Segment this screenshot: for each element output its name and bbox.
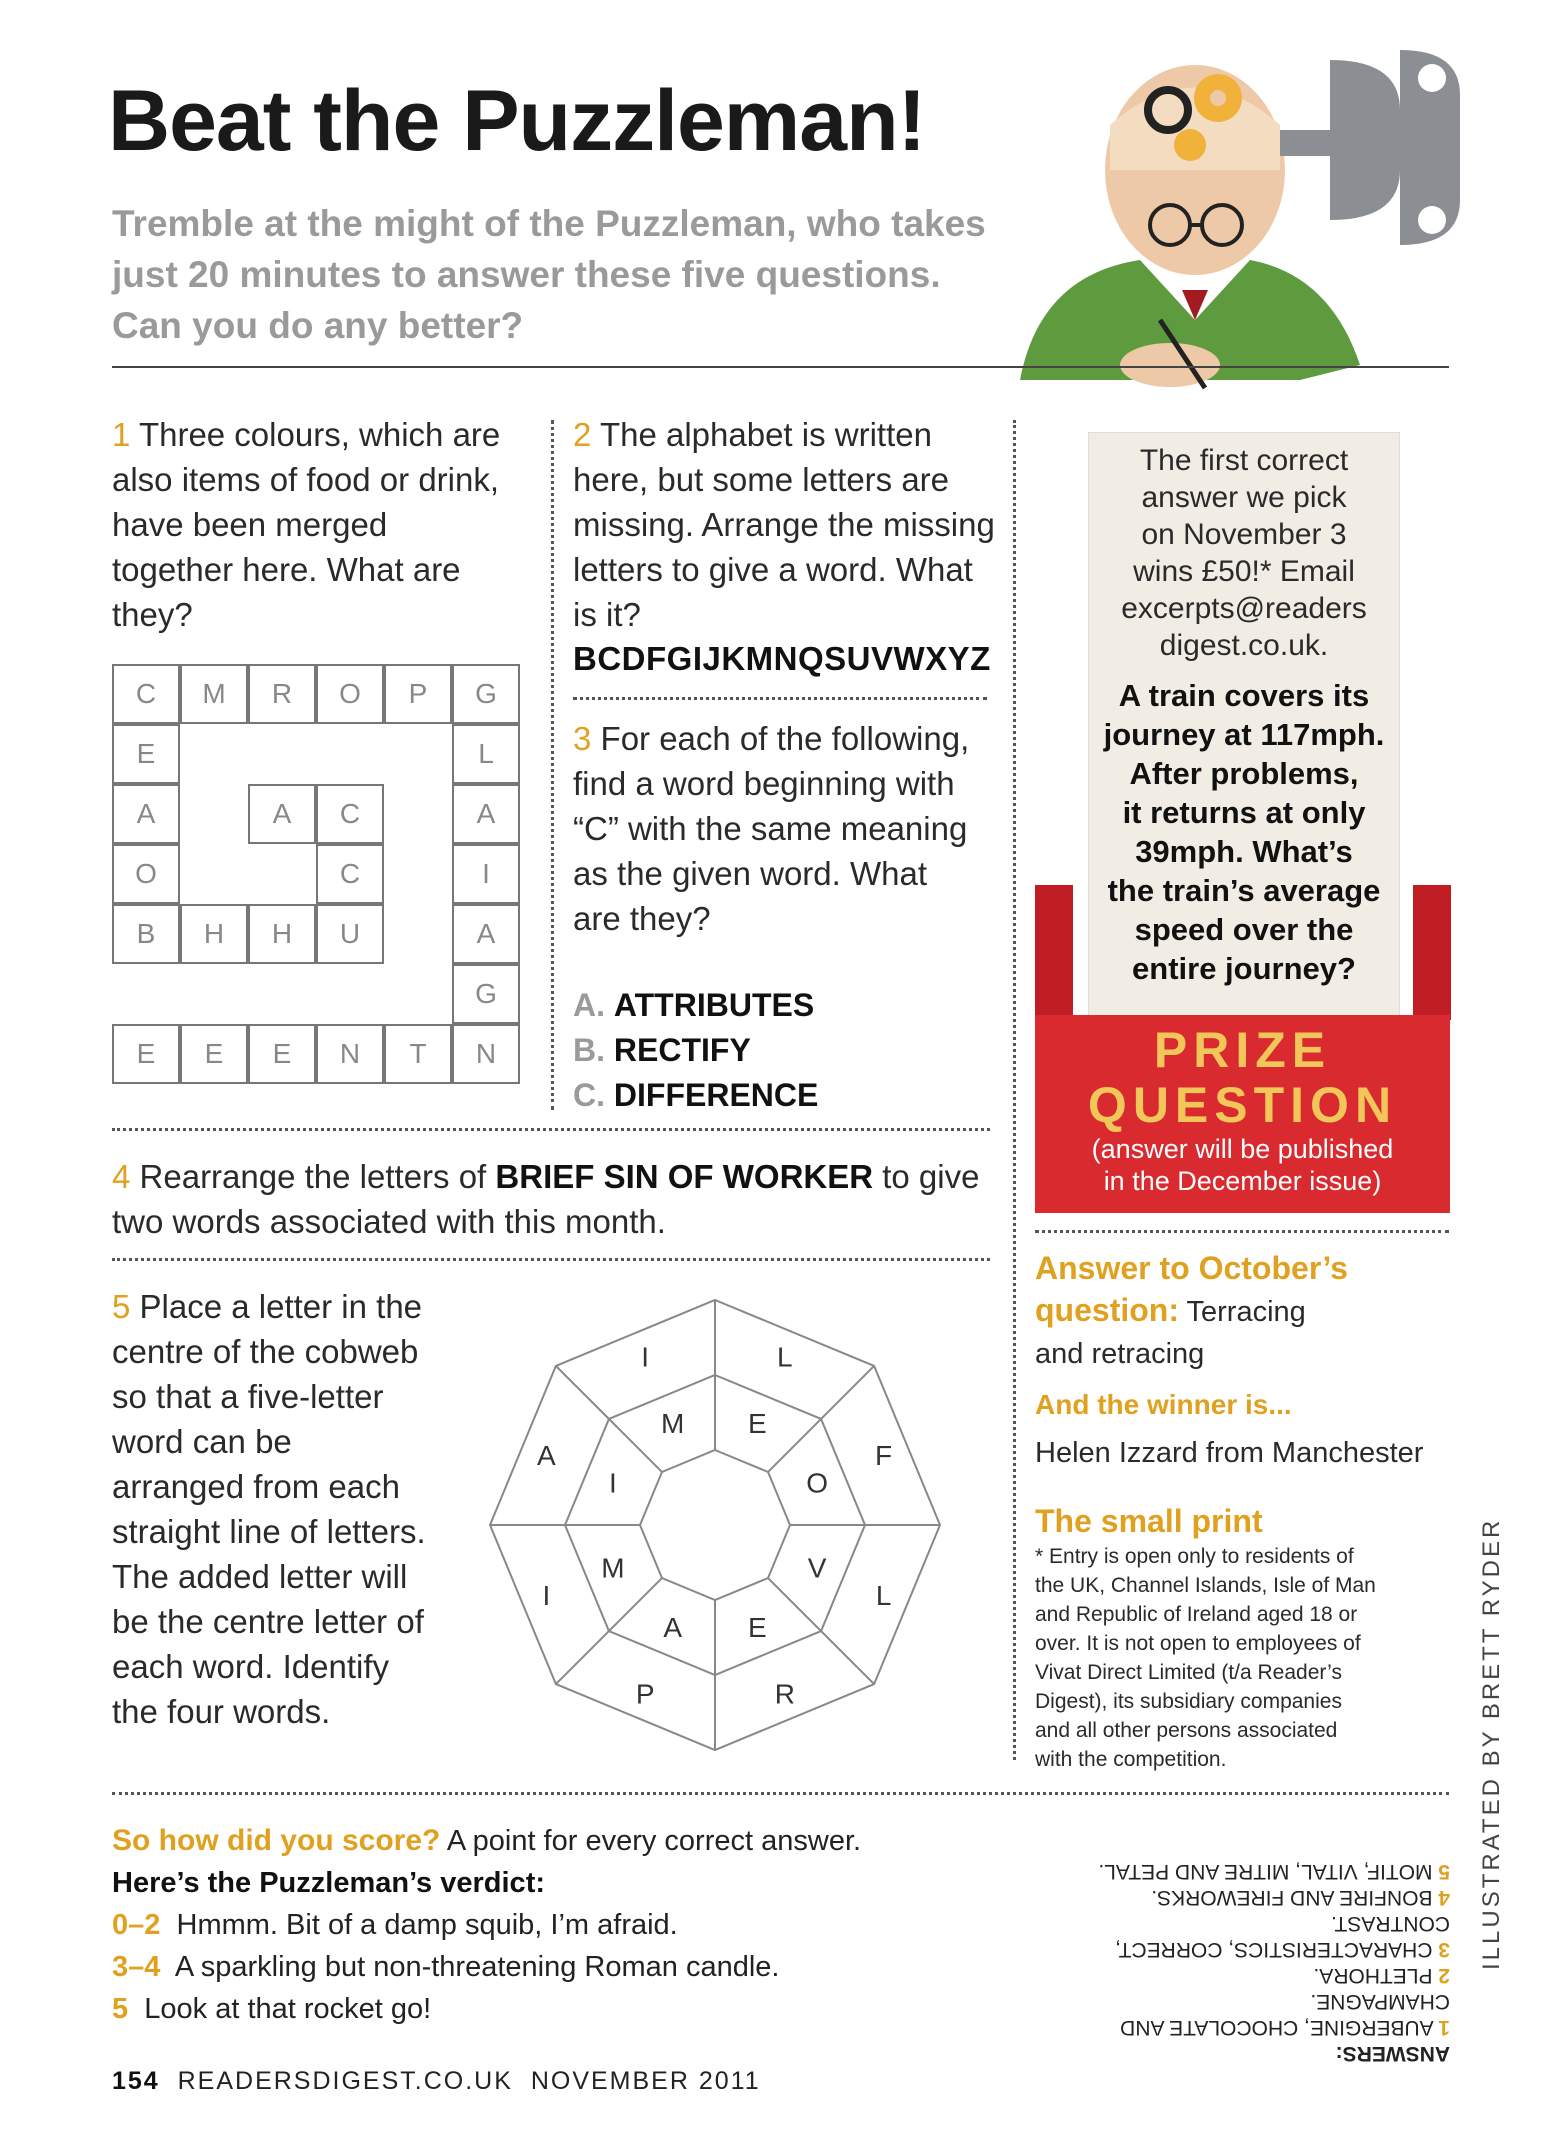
grid-cell: I: [452, 844, 520, 904]
cobweb-inner-letter: E: [747, 1612, 767, 1644]
grid-cell: B: [112, 904, 180, 964]
grid-cell: [248, 844, 316, 904]
grid-cell: N: [316, 1024, 384, 1084]
divider: [112, 1258, 990, 1261]
upside-down-answers: ANSWERS: 1 AUBERGINE, CHOCOLATE AND CHAMPAGNE. 2 PLETHORA. 3 CHARACTERISTICS, CORRECT, CONTRAST. 4 BONFIRE AND FIREWORKS. 5 MOTIF, VITAL, MITRE AND PETAL.: [1000, 1858, 1450, 2066]
answer-line: 1 AUBERGINE, CHOCOLATE AND CHAMPAGNE.: [1120, 1990, 1450, 2039]
prize-box: PRIZE QUESTION (answer will be published in the December issue): [1035, 1015, 1450, 1213]
question-line: it returns at only: [1122, 795, 1366, 830]
prize-card-intro: [1088, 442, 1400, 664]
divider: [1035, 1230, 1449, 1233]
question-2: [573, 412, 1003, 637]
grid-cell: E: [112, 724, 180, 784]
cobweb-outer-letter: F: [875, 1440, 893, 1472]
card-line: answer we pick: [1141, 481, 1347, 514]
illustrator-credit: ILLUSTRATED BY BRETT RYDER: [1478, 1517, 1505, 1970]
october-answer: Answer to October’s question: Terracing and retracing: [1035, 1250, 1348, 1370]
prize-question-text: [1088, 676, 1400, 988]
cobweb-inner-ring: [640, 1450, 790, 1600]
question-2-text: The alphabet is written here, but some letters are missing. Arrange the missing letters to give a word. What is it?: [573, 416, 995, 633]
cobweb-outer-letter: R: [774, 1678, 795, 1710]
grid-cell: A: [452, 784, 520, 844]
cobweb-inner-letter: M: [601, 1552, 625, 1584]
letter-grid: [112, 664, 520, 1084]
alphabet-letters: BCDFGIJKMNQSUVWXYZ: [573, 640, 991, 677]
winner: And the winner is... Helen Izzard from Manchester: [1035, 1389, 1424, 1469]
question-4: 4 Rearrange the letters of BRIEF SIN OF WORKER to give two words associated with this month.: [112, 1158, 980, 1240]
card-line: digest.co.uk.: [1159, 629, 1329, 662]
question-number: 5: [112, 1288, 131, 1325]
grid-cell: R: [248, 664, 316, 724]
question-1: [112, 412, 512, 637]
question-number: 3: [573, 720, 592, 757]
grid-cell: H: [248, 904, 316, 964]
prize-card: [1088, 432, 1400, 1042]
grid-cell: A: [112, 784, 180, 844]
question-line: After problems,: [1129, 756, 1359, 791]
page-subtitle: Tremble at the might of the Puzzleman, who takes just 20 minutes to answer these five questions. Can you do any better?: [112, 203, 986, 346]
cobweb-inner-letter: M: [661, 1407, 685, 1439]
score-row: 5 Look at that rocket go!: [112, 1993, 432, 2025]
small-print-line: and Republic of Ireland aged 18 or: [1035, 1603, 1358, 1626]
cobweb-spoke: [556, 1578, 662, 1684]
question-5-text: Place a letter in the centre of the cobweb so that a five-letter word can be arranged from each straight line of letters. The added letter will be the centre letter of each word. Identify the four words.: [112, 1288, 426, 1730]
small-print-line: and all other persons associated: [1035, 1719, 1338, 1742]
column-divider: [1013, 420, 1016, 1760]
question-number: 1: [112, 416, 131, 453]
question-line: entire journey?: [1132, 951, 1356, 986]
question-line: the train’s average: [1107, 873, 1381, 908]
grid-cell: P: [384, 664, 452, 724]
question-line: 39mph. What’s: [1135, 834, 1353, 869]
answer-line: 2 PLETHORA.: [1313, 1964, 1450, 1987]
small-print-line: with the competition.: [1035, 1748, 1227, 1771]
grid-cell: G: [452, 964, 520, 1024]
score-row: 0–2 Hmmm. Bit of a damp squib, I’m afraid.: [112, 1909, 678, 1941]
small-print-line: over. It is not open to employees of: [1035, 1632, 1361, 1655]
gear-icon: [1174, 129, 1206, 161]
prize-box-flap: [1035, 885, 1073, 1020]
item-b: B. RECTIFY: [573, 1032, 751, 1068]
header-rule: [112, 366, 1449, 368]
small-print: The small print * Entry is open only to residents of the UK, Channel Islands, Isle of Man and Republic of Ireland aged 18 or over. It is not open to employees of Vivat Direct Limited (t/a Reader’s Digest), its subsidiary companies and all other persons associated with the competition.: [1035, 1500, 1450, 1774]
cobweb-outer-letter: I: [641, 1341, 650, 1373]
question-word: QUESTION: [1087, 1077, 1398, 1133]
grid-cell: E: [180, 1024, 248, 1084]
cobweb-outer-letter: L: [777, 1341, 793, 1373]
cobweb-outer-letter: I: [542, 1579, 551, 1611]
answer-line: 3 CHARACTERISTICS, CORRECT, CONTRAST.: [1115, 1912, 1450, 1961]
grid-cell: A: [248, 784, 316, 844]
cobweb-spoke: [768, 1366, 874, 1472]
grid-cell: [180, 784, 248, 844]
prize-word: PRIZE: [1153, 1022, 1332, 1078]
grid-cell: U: [316, 904, 384, 964]
question-3: [573, 716, 973, 941]
card-line: The first correct: [1139, 444, 1349, 477]
question-3-text: For each of the following, find a word beginning with “C” with the same meaning as the given word. What are they?: [573, 720, 970, 937]
small-print-line: Vivat Direct Limited (t/a Reader’s: [1035, 1661, 1342, 1684]
cobweb-outer-letter: A: [537, 1440, 556, 1472]
grid-cell: [112, 964, 180, 1024]
question-5: [112, 1284, 432, 1734]
grid-cell: C: [316, 784, 384, 844]
score-row: 3–4 A sparkling but non-threatening Roman candle.: [112, 1951, 780, 1983]
cobweb-inner-letter: V: [807, 1552, 827, 1584]
cobweb-outer-letter: L: [875, 1579, 892, 1611]
cobweb-puzzle: [440, 1280, 1000, 1770]
cobweb-outer-letter: P: [635, 1678, 655, 1710]
small-print-line: the UK, Channel Islands, Isle of Man: [1035, 1574, 1376, 1597]
grid-cell: L: [452, 724, 520, 784]
grid-cell: G: [452, 664, 520, 724]
column-divider: [551, 420, 554, 1110]
grid-cell: M: [180, 664, 248, 724]
grid-cell: T: [384, 1024, 452, 1084]
item-a: A. ATTRIBUTES: [573, 987, 815, 1023]
card-line: excerpts@readers: [1121, 592, 1367, 625]
divider: [112, 1792, 1449, 1795]
question-1-text: Three colours, which are also items of food or drink, have been merged together here. What are they?: [112, 416, 501, 633]
item-c: C. DIFFERENCE: [573, 1077, 819, 1113]
grid-cell: A: [452, 904, 520, 964]
question-number: 2: [573, 416, 592, 453]
grid-cell: H: [180, 904, 248, 964]
question-line: A train covers its: [1118, 678, 1370, 713]
question-3-items: [573, 983, 818, 1118]
cobweb-inner-letter: E: [747, 1407, 767, 1439]
grid-cell: E: [248, 1024, 316, 1084]
grid-cell: E: [112, 1024, 180, 1084]
small-print-line: * Entry is open only to residents of: [1035, 1545, 1354, 1568]
grid-cell: O: [316, 664, 384, 724]
cobweb-spoke: [768, 1578, 874, 1684]
small-print-line: Digest), its subsidiary companies: [1035, 1690, 1342, 1713]
cobweb-inner-letter: A: [663, 1612, 683, 1644]
question-number: 4: [112, 1158, 131, 1195]
divider: [112, 1128, 990, 1131]
grid-cell: N: [452, 1024, 520, 1084]
grid-cell: C: [112, 664, 180, 724]
question-line: journey at 117mph.: [1103, 717, 1385, 752]
cobweb-inner-letter: O: [806, 1467, 828, 1499]
cobweb-inner-letter: I: [609, 1467, 617, 1499]
puzzleman-illustration: [1000, 20, 1470, 420]
grid-cell: O: [112, 844, 180, 904]
hand-shape: [1120, 343, 1220, 387]
prize-box-flap: [1413, 885, 1451, 1020]
answer-line: 5 MOTIF, VITAL, MITRE AND PETAL.: [1098, 1860, 1450, 1883]
page-title: Beat the Puzzleman!: [108, 73, 926, 169]
answer-line: 4 BONFIRE AND FIREWORKS.: [1151, 1886, 1450, 1909]
question-line: speed over the: [1134, 912, 1354, 947]
card-line: on November 3: [1141, 518, 1347, 551]
page-footer: 154 READERSDIGEST.CO.UK NOVEMBER 2011: [112, 2067, 761, 2095]
score-section: So how did you score? A point for every correct answer. Here’s the Puzzleman’s verdict: 0–2 Hmmm. Bit of a damp squib, I’m afraid. 3–4 A sparkling but non-threatening Roman candle. 5 Look at that rocket go!: [112, 1820, 1012, 2030]
cobweb-spoke: [556, 1366, 662, 1472]
divider: [573, 697, 987, 700]
grid-cell: C: [316, 844, 384, 904]
card-line: wins £50!* Email: [1133, 555, 1355, 588]
